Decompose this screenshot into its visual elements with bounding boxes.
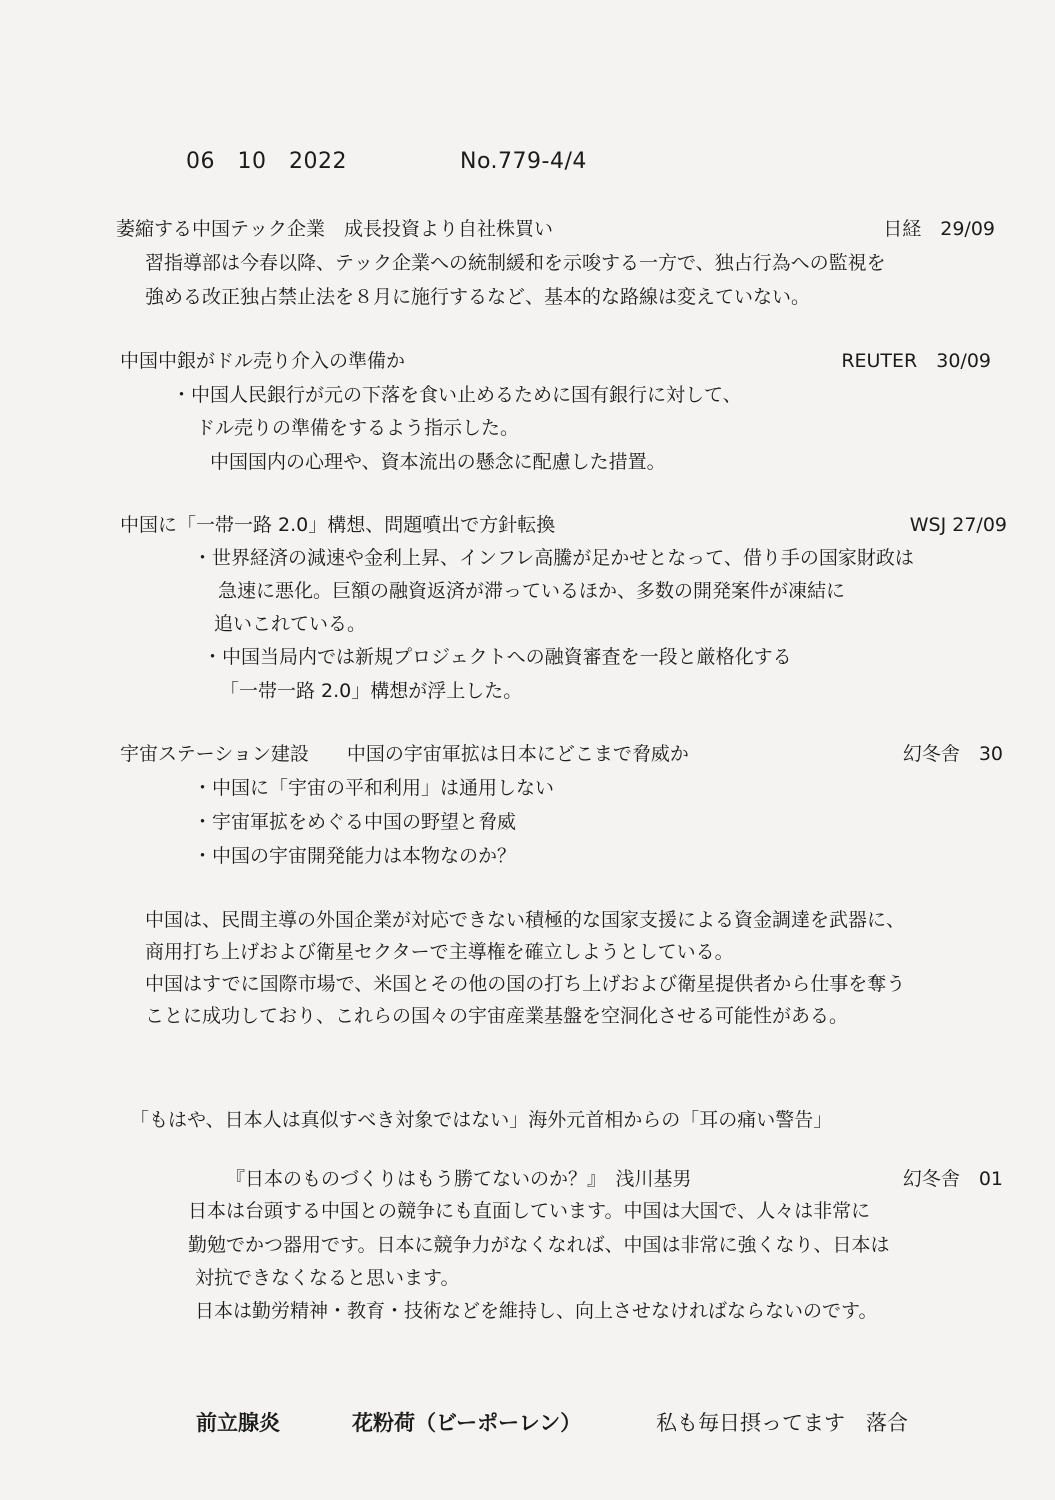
article-4-paragraph-3: 中国はすでに国際市場で、米国とその他の国の打ち上げおよび衛星提供者から仕事を奪う — [145, 973, 906, 995]
article-2-line-2: ドル売りの準備をするよう指示した。 — [196, 417, 520, 439]
article-1-source: 日経 29/09 — [883, 218, 995, 240]
article-3-line-4: ・中国当局内では新規プロジェクトへの融資審査を一段と厳格化する — [203, 646, 792, 668]
article-4-paragraph-2: 商用打ち上げおよび衛星セクターで主導権を確立しようとしている。 — [145, 941, 734, 963]
article-5-line-1: 日本は台頭する中国との競争にも直面しています。中国は大国で、人々は非常に — [188, 1200, 871, 1222]
article-5-line-4: 日本は勤労精神・教育・技術などを維持し、向上させなければならないのです。 — [195, 1300, 878, 1322]
article-4-paragraph-1: 中国は、民間主導の外国企業が対応できない積極的な国家支援による資金調達を武器に、 — [145, 909, 906, 931]
footer-item-1: 前立腺炎 — [196, 1411, 280, 1435]
article-3-title: 中国に「一帯一路 2.0」構想、問題噴出で方針転換 — [120, 514, 556, 536]
article-4-title: 宇宙ステーション建設 中国の宇宙軍拡は日本にどこまで脅威か — [120, 743, 689, 765]
article-2-source: REUTER 30/09 — [841, 350, 991, 372]
article-3-line-5: 「一帯一路 2.0」構想が浮上した。 — [220, 680, 523, 702]
article-1-line-1: 習指導部は今春以降、テック企業への統制緩和を示唆する一方で、独占行為への監視を — [145, 252, 886, 274]
article-4-line-3: ・中国の宇宙開発能力は本物なのか？ — [193, 845, 517, 867]
article-2-line-1: ・中国人民銀行が元の下落を食い止めるために国有銀行に対して、 — [172, 384, 742, 406]
article-5-title: 「もはや、日本人は真似すべき対象ではない」海外元首相からの「耳の痛い警告」 — [130, 1109, 833, 1131]
article-3-line-1: ・世界経済の減速や金利上昇、インフレ高騰が足かせとなって、借り手の国家財政は — [193, 547, 914, 569]
article-3-line-2: 急速に悪化。巨額の融資返済が滞っているほか、多数の開発案件が凍結に — [218, 580, 846, 602]
article-5-line-2: 勤勉でかつ器用です。日本に競争力がなくなれば、中国は非常に強くなり、日本は — [188, 1234, 890, 1256]
header-number: No.779-4/4 — [460, 149, 587, 174]
article-4-line-2: ・宇宙軍拡をめぐる中国の野望と脅威 — [193, 811, 517, 833]
article-5-subtitle: 『日本のものづくりはもう勝てないのか？』 浅川基男 — [226, 1168, 692, 1190]
article-3-line-3: 追いこれている。 — [214, 613, 367, 635]
header-date: 06 10 2022 — [186, 149, 347, 174]
article-1-title: 萎縮する中国テック企業 成長投資より自社株買い — [116, 218, 554, 240]
article-4-paragraph-4: ことに成功しており、これらの国々の宇宙産業基盤を空洞化させる可能性がある。 — [145, 1005, 849, 1027]
article-2-title: 中国中銀がドル売り介入の準備か — [120, 350, 406, 372]
footer-note: 私も毎日摂ってます 落合 — [656, 1411, 908, 1435]
article-2-line-3: 中国国内の心理や、資本流出の懸念に配慮した措置。 — [210, 451, 666, 473]
article-4-source: 幻冬舎 30 — [902, 743, 1003, 765]
footer-item-2: 花粉荷（ビーポーレン） — [352, 1411, 582, 1435]
article-4-line-1: ・中国に「宇宙の平和利用」は通用しない — [193, 777, 555, 799]
article-3-source: WSJ 27/09 — [909, 514, 1007, 536]
article-5-line-3: 対抗できなくなると思います。 — [195, 1267, 460, 1289]
article-5-source: 幻冬舎 01 — [902, 1168, 1003, 1190]
article-1-line-2: 強める改正独占禁止法を８月に施行するなど、基本的な路線は変えていない。 — [145, 286, 811, 308]
